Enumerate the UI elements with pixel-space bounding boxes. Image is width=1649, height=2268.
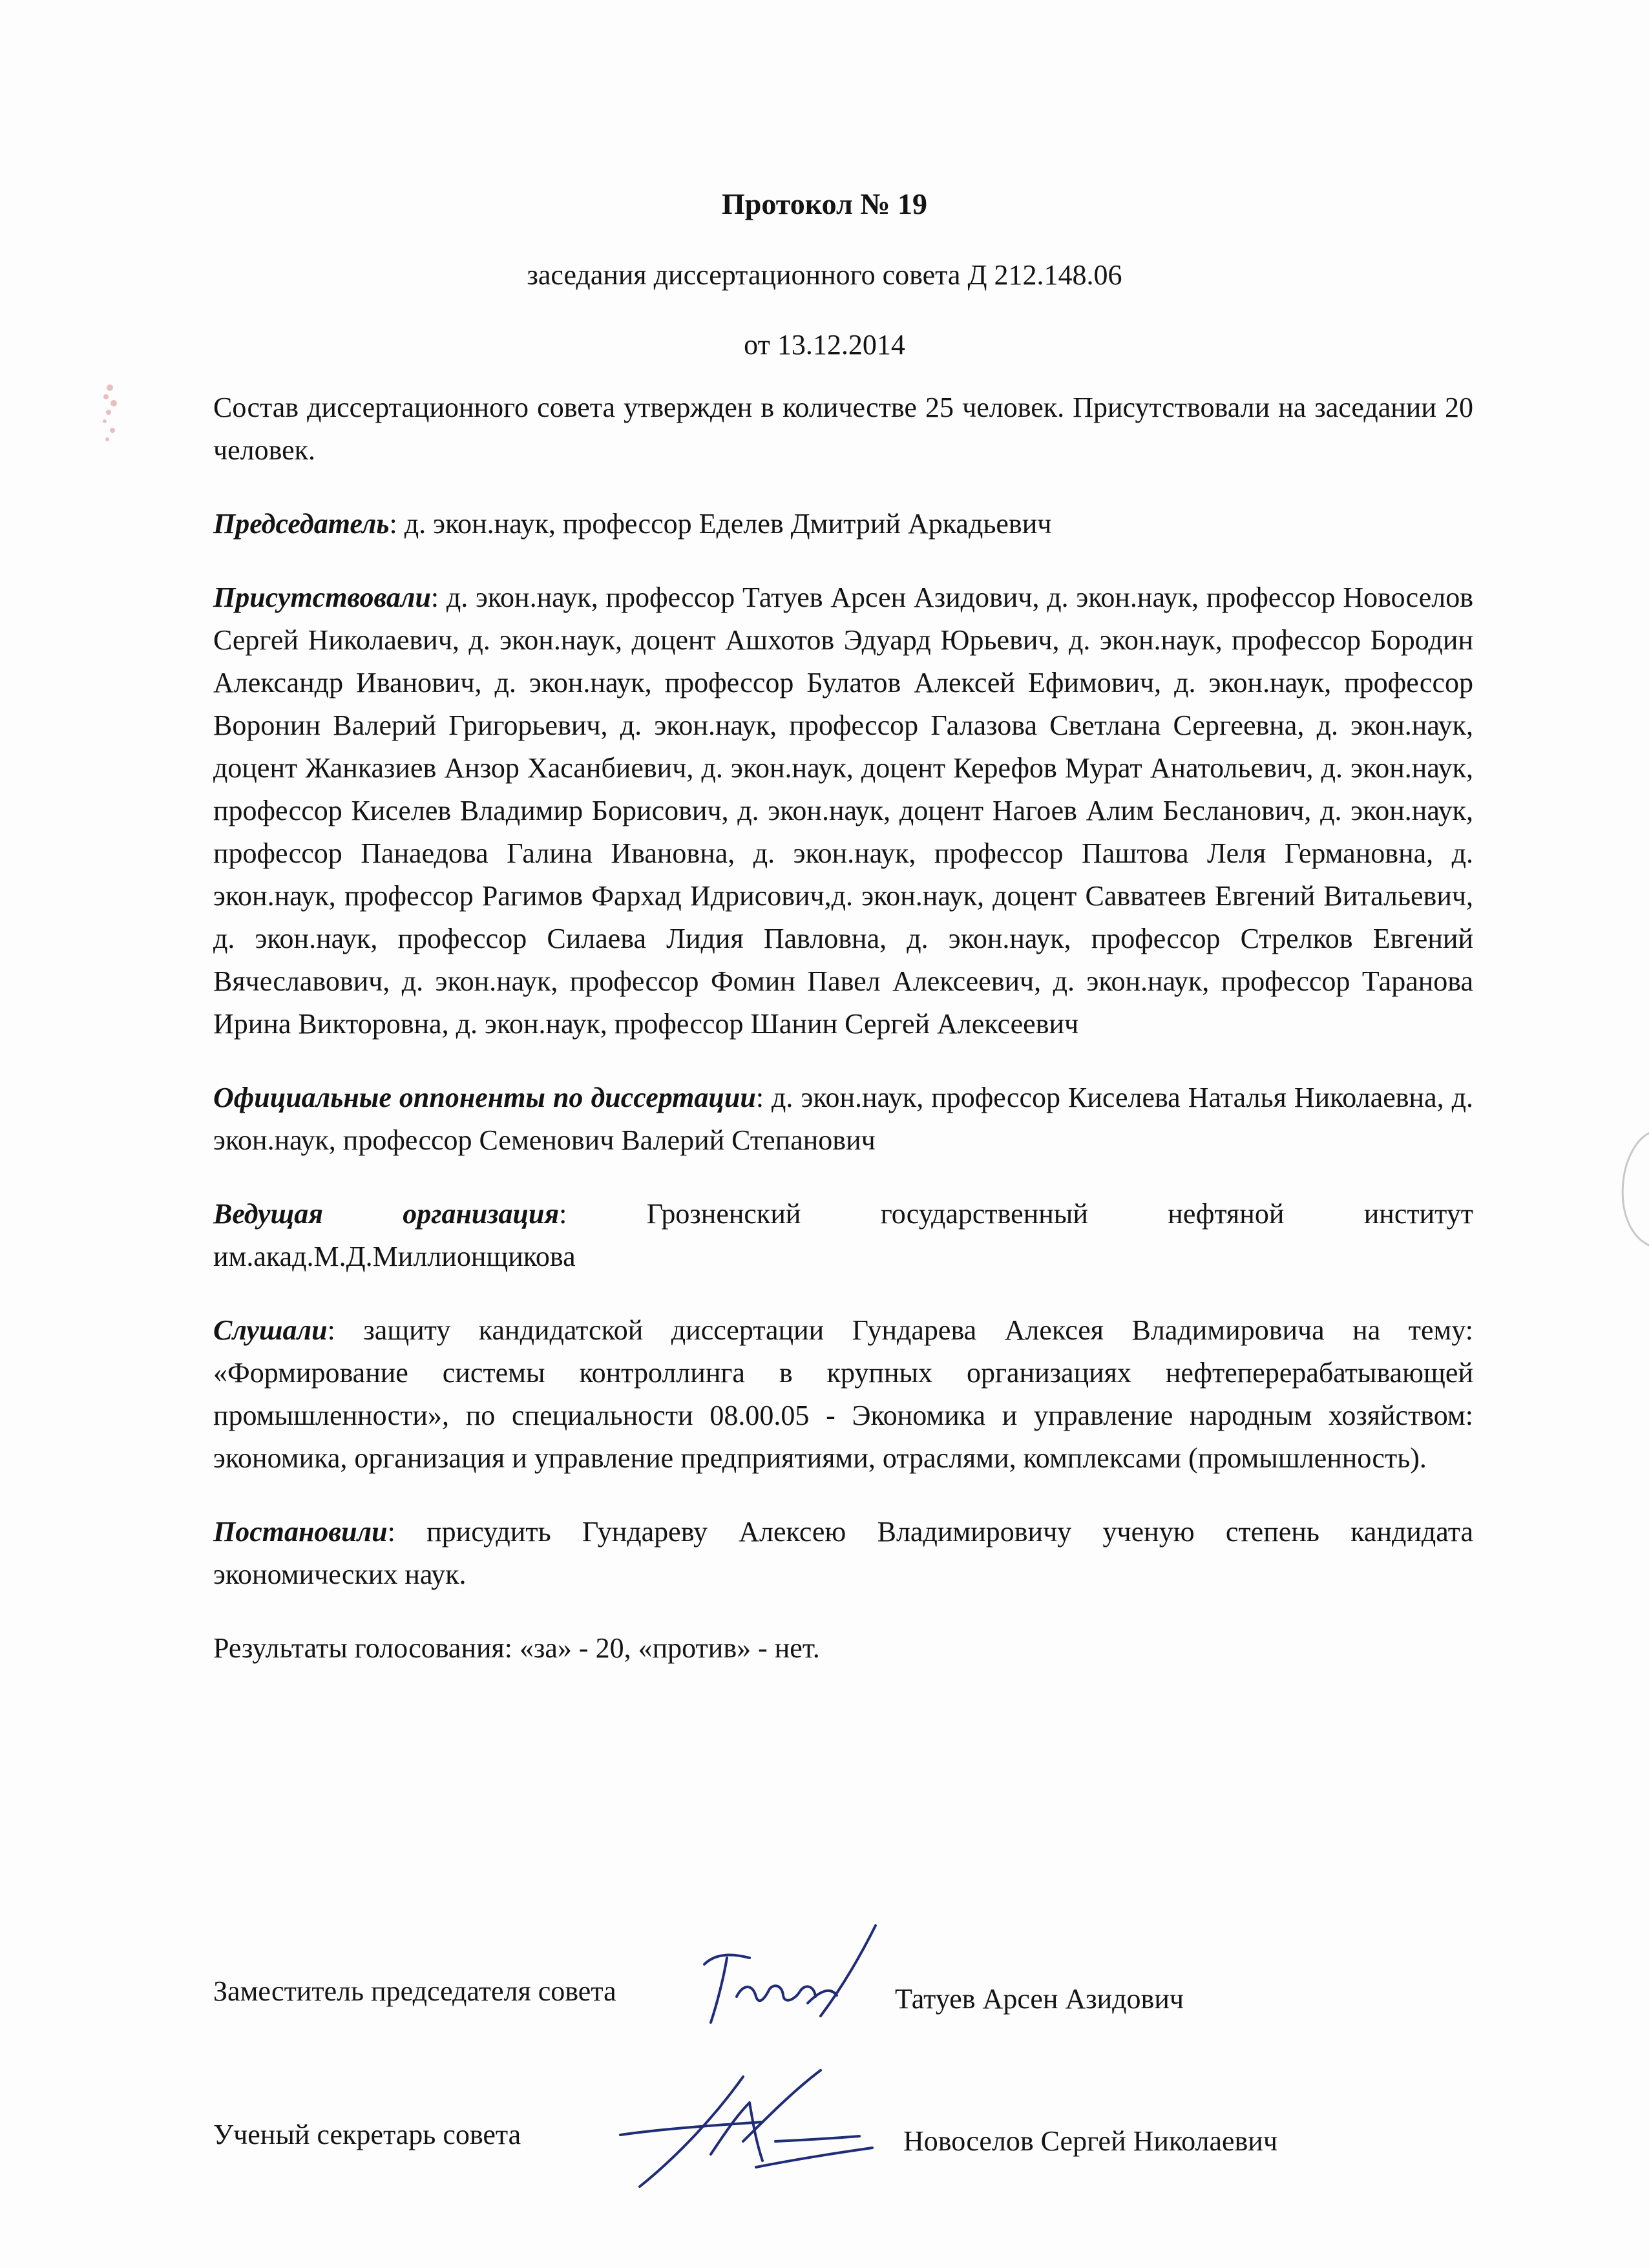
protocol-body [213,386,1473,1701]
signer-name: Татуев Арсен Азидович [895,1983,1184,2015]
chairman-text: : д. экон.наук, профессор Еделев Дмитрий Аркадьевич [389,508,1052,540]
leading-org-text: : Грозненский государственный нефтяной институт им.акад.М.Д.Миллионщикова [213,1198,1474,1272]
page-edge-mark [1596,1124,1649,1254]
handwritten-signature-icon [614,2064,885,2193]
present-text: : д. экон.наук, профессор Татуев Арсен Азидович, д. экон.наук, профессор Новоселов Сергей Николаевич, д. экон.наук, доцент Ашхотов Эдуард Юрьевич, д. экон.наук, профессор Бородин Александр Иванович, д. экон.наук, профессор Булатов Алексей Ефимович, д. экон.наук, профессор Воронин Валерий Григорьевич, д. экон.наук, профессор Галазова Светлана Сергеевна, д. экон.наук, доцент Жанказиев Анзор Хасанбиевич, д. экон.наук, доцент Керефов Мурат Анатольевич, д. экон.наук, профессор Киселев Владимир Борисович, д. экон.наук, доцент Нагоев Алим Бесланович, д. экон.наук, профессор Панаедова Галина Ивановна, д. экон.наук, профессор Паштова Леля Германовна, д. экон.наук, профессор Рагимов Фархад Идрисович,д. экон.наук, доцент Савватеев Евгений Витальевич, д. экон.наук, профессор Силаева Лидия Павловна, д. экон.наук, профессор Стрелков Евгений Вячеславович, д. экон.наук, профессор Фомин Павел Алексеевич, д. экон.наук, профессор Таранова Ирина Викторовна, д. экон.наук, профессор Шанин Сергей Алексеевич [213,582,1473,1040]
protocol-title: Протокол № 19 [721,187,928,220]
protocol-date: от 13.12.2014 [744,329,905,361]
leading-org-paragraph [213,1193,1473,1278]
opponents-text: : д. экон.наук, профессор Киселева Наталья Николаевна, д. экон.наук, профессор Семенович Валерий Степанович [213,1082,1473,1156]
signature-block-secretary [213,2068,1473,2197]
heard-label: Слушали [213,1314,328,1346]
resolved-text: : присудить Гундареву Алексею Владимировичу ученую степень кандидата экономических наук. [213,1516,1473,1590]
opponents-paragraph [213,1076,1473,1162]
heard-text: : защиту кандидатской диссертации Гундарева Алексея Владимировича на тему: «Формирование системы контроллинга в крупных организациях нефтеперерабатывающей промышленности», по специальности 08.00.05 - Экономика и управление народным хозяйством: экономика, организация и управление предприятиями, отраслями, комплексами (промышленность). [213,1314,1473,1474]
leading-org-label: Ведущая организация [213,1198,560,1230]
voting-results: Результаты голосования: «за» - 20, «против» - нет. [213,1632,820,1664]
signer-name: Новоселов Сергей Николаевич [903,2125,1277,2157]
signer-role: Заместитель председателя совета [213,1975,616,2007]
chairman-label: Председатель [213,508,390,540]
present-paragraph [213,576,1473,1045]
resolved-label: Постановили [213,1516,388,1548]
protocol-subtitle: заседания диссертационного совета Д 212.148.06 [527,259,1122,291]
signature-block-deputy-chairman [213,1932,1473,2061]
opponents-label: Официальные оппоненты по диссертации [213,1082,756,1113]
heard-paragraph [213,1309,1473,1480]
stamp-smudge [90,375,129,452]
handwritten-signature-icon [691,1919,898,2042]
chairman-paragraph [213,503,1473,545]
signer-role: Ученый секретарь совета [213,2119,521,2150]
present-label: Присутствовали [213,582,431,613]
resolved-paragraph [213,1511,1473,1596]
composition-paragraph: Состав диссертационного совета утвержден в количестве 25 человек. Присутствовали на заседании 20 человек. [213,392,1473,466]
